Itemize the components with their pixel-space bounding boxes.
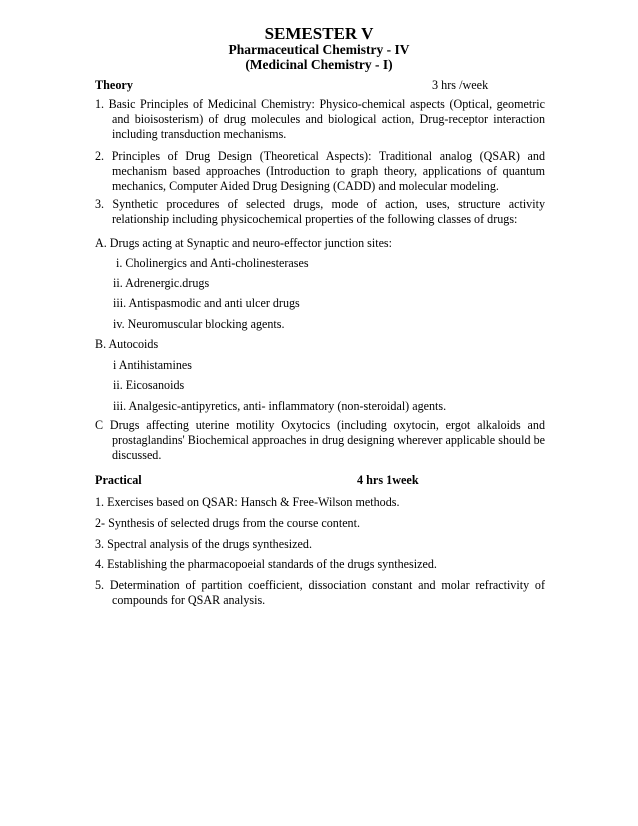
section-a-item: ii. Adrenergic.drugs: [113, 276, 210, 290]
section-c-text: C Drugs affecting uterine motility Oxytocics (including oxytocin, ergot alkaloids and prostaglandins' Biochemical approaches in drug designing wherever applicable should be discussed.: [95, 418, 545, 462]
theory-point-1: 1. Basic Principles of Medicinal Chemistry: Physico-chemical aspects (Optical, geometric and bioisosterism) of drug molecules and biological action, Drug-receptor interaction including transduction mechanisms.: [95, 97, 545, 141]
section-a-heading: A. Drugs acting at Synaptic and neuro-effector junction sites:: [95, 236, 392, 250]
theory-heading: Theory: [95, 78, 133, 92]
theory-hours: 3 hrs /week: [432, 78, 489, 92]
section-b-heading: B. Autocoids: [95, 337, 159, 351]
page-title: SEMESTER V: [264, 24, 374, 43]
section-a-item: iii. Antispasmodic and anti ulcer drugs: [113, 296, 300, 310]
practical-item: 4. Establishing the pharmacopoeial standards of the drugs synthesized.: [95, 557, 437, 571]
course-subtitle: (Medicinal Chemistry - I): [245, 57, 393, 72]
section-a-item: iv. Neuromuscular blocking agents.: [113, 317, 285, 331]
practical-hours: 4 hrs 1week: [357, 473, 419, 487]
theory-point-3: 3. Synthetic procedures of selected drugs, mode of action, uses, structure activity relationship including physicochemical properties of the following classes of drugs:: [95, 197, 545, 226]
section-b-item: i Antihistamines: [113, 358, 192, 372]
theory-point-2: 2. Principles of Drug Design (Theoretical Aspects): Traditional analog (QSAR) and mechanism based approaches (Introduction to graph theory, applications of quantum mechanics, Computer Aided Drug Designing (CADD) and molecular modeling.: [95, 149, 545, 193]
practical-item: 5. Determination of partition coefficient, dissociation constant and molar refractivity of compounds for QSAR analysis.: [95, 578, 545, 607]
practical-item: 1. Exercises based on QSAR: Hansch & Free-Wilson methods.: [95, 495, 400, 509]
practical-item: 2- Synthesis of selected drugs from the course content.: [95, 516, 360, 530]
section-b-item: iii. Analgesic-antipyretics, anti- inflammatory (non-steroidal) agents.: [113, 399, 447, 413]
course-title: Pharmaceutical Chemistry - IV: [228, 42, 410, 57]
practical-item: 3. Spectral analysis of the drugs synthesized.: [95, 537, 312, 551]
section-a-item: i. Cholinergics and Anti-cholinesterases: [116, 256, 309, 270]
practical-heading: Practical: [95, 473, 142, 487]
section-b-item: ii. Eicosanoids: [113, 378, 185, 392]
